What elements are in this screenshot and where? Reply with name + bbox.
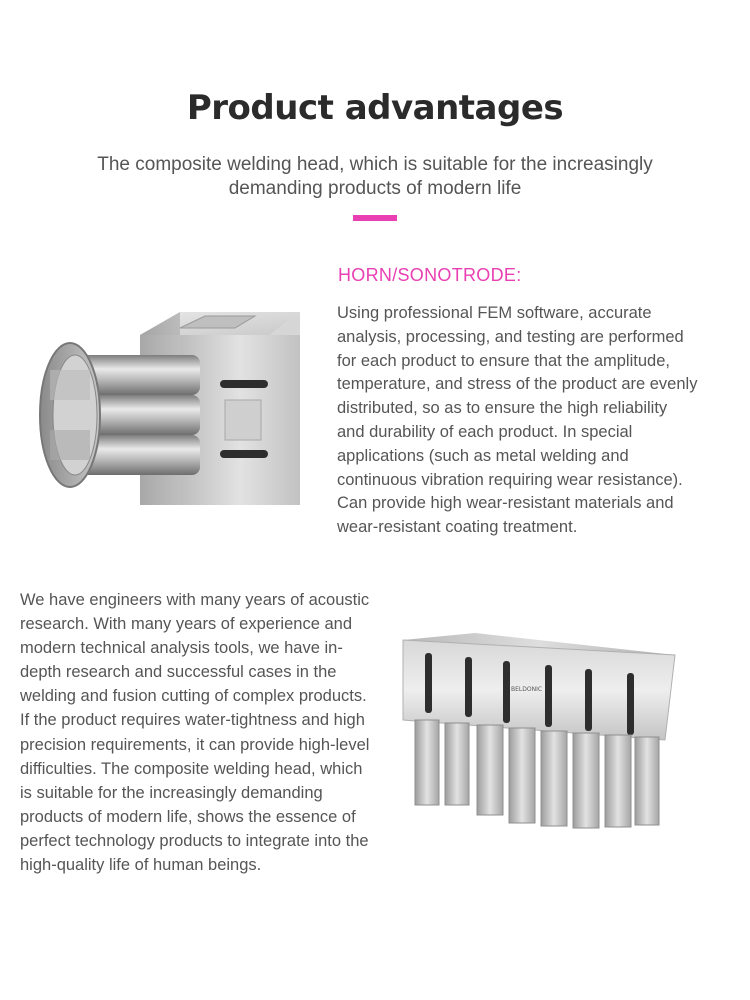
brand-mark: BELDONIC: [511, 686, 543, 693]
horn-description: Using professional FEM software, accurate analysis, processing, and testing are performed for each product to ensure that the amplitude, temperature, and stress of the product are evenly distributed, so as to ensure the high reliability and durability of each product. In special applications (such as metal welding and continuous vibration requiring wear resistance). Can provide high wear-resistant materials and wear-resistant coating treatment.: [337, 304, 698, 537]
blade-sonotrode-image: [395, 625, 685, 840]
page-subtitle: The composite welding head, which is suitable for the increasingly demanding products of modern life: [97, 154, 653, 199]
accent-divider: [353, 215, 397, 221]
page-title: Product advantages: [186, 88, 564, 128]
engineering-description: We have engineers with many years of acoustic research. With many years of experience and modern technical analysis tools, we have in-depth research and successful cases in the welding and fusion cutting of complex products. If the product requires water-tightness and high precision requirements, it can provide high-level difficulties. The composite welding head, which is suitable for the increasingly demanding products of modern life, shows the essence of perfect technology products to integrate into the high-quality life of human beings.: [20, 591, 370, 875]
horn-section-heading: HORN/SONOTRODE:: [338, 265, 522, 285]
composite-horn-image: [30, 300, 315, 515]
